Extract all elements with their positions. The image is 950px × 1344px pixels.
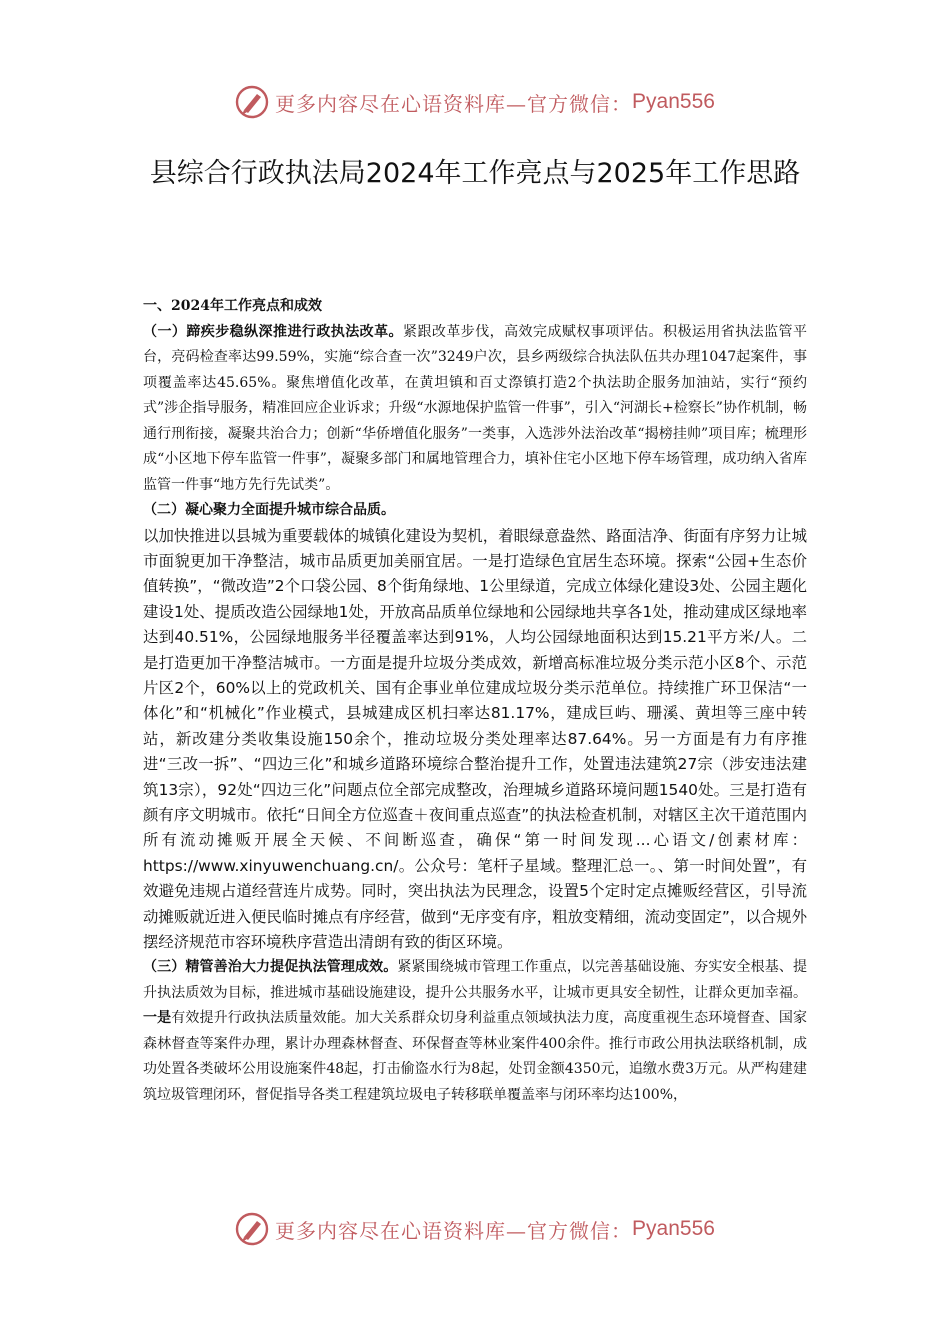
paragraph-3	[143, 955, 807, 1108]
watermark-text: 更多内容尽在心语资料库—官方微信：	[275, 1218, 633, 1243]
watermark-wechat-id: Pyan556	[632, 90, 715, 113]
header-watermark-banner	[0, 85, 950, 119]
watermark-text: 更多内容尽在心语资料库—官方微信：	[275, 91, 633, 116]
document-title: 县综合行政执法局2024年工作亮点与2025年工作思路	[149, 158, 801, 189]
paragraph-1	[143, 320, 807, 499]
footer-watermark-banner	[0, 1212, 950, 1246]
paragraph-3-body-b: 有效提升行政执法质量效能。加大关系群众切身利益重点领域执法力度，高度重视生态环境督查、国家森林督查等案件办理，累计办理森林督查、环保督查等林业案件400余件。推行市政公用执法联络机制，成功处置各类破坏公用设施案件48起，打击偷盗水行为8起，处罚金额4350元，追缴水费3万元。从严构建建筑垃圾管理闭环，督促指导各类工程建筑垃圾电子转移联单覆盖率与闭环率均达100%，	[143, 1010, 808, 1103]
paragraph-3-body-a: 紧紧围绕城市管理工作重点，以完善基础设施、夯实安全根基、提升执法质效为目标，推进城市基础设施建设，提升公共服务水平，让城市更具安全韧性，让群众更加幸福。	[143, 959, 808, 1001]
paragraph-3-lead: （三）精管善治大力提促执法管理成效。	[143, 959, 398, 976]
paragraph-1-body: 紧跟改革步伐，高效完成赋权事项评估。积极运用省执法监管平台，亮码检查率达99.59%，实施“综合查一次”3249户次，县乡两级综合执法队伍共办理1047起案件，事项覆盖率达45.65%。聚焦增值化改革，在黄坦镇和百丈漈镇打造2个执法助企服务加油站，实行“预约式”涉企指导服务，精准回应企业诉求；升级“水源地保护监管一件事”，引入“河湖长+检察长”协作机制，畅通行刑衔接，凝聚共治合力；创新“华侨增值化服务”一类事，入选涉外法治改革“揭榜挂帅”项目库；梳理形成“小区地下停车监管一件事”，凝聚多部门和属地管理合力，填补住宅小区地下停车场管理，成功纳入省库监管一件事“地方先行先试类”。	[143, 323, 807, 493]
pen-logo-icon	[235, 1212, 269, 1246]
paragraph-3-bold: 一是	[143, 1010, 172, 1027]
section-heading: 一、2024年工作亮点和成效	[143, 298, 322, 314]
paragraph-1-lead: （一）蹄疾步稳纵深推进行政执法改革。	[143, 323, 403, 340]
paragraph-2-heading: （二）凝心聚力全面提升城市综合品质。	[143, 502, 395, 518]
document-body	[143, 294, 807, 1108]
paragraph-2-body: 以加快推进以县城为重要载体的城镇化建设为契机，着眼绿意盎然、路面洁净、街面有序努力让城市面貌更加干净整洁，城市品质更加美丽宜居。一是打造绿色宜居生态环境。探索“公园+生态价值转换”，“微改造”2个口袋公园、8个街角绿地、1公里绿道，完成立体绿化建设3处、公园主题化建设1处、提质改造公园绿地1处，开放高品质单位绿地和公园绿地共享各1处，推动建成区绿地率达到40.51%，公园绿地服务半径覆盖率达到91%，人均公园绿地面积达到15.21平方米/人。二是打造更加干净整洁城市。一方面是提升垃圾分类成效，新增高标准垃圾分类示范小区8个、示范片区2个，60%以上的党政机关、国有企事业单位建成垃圾分类示范单位。持续推广环卫保洁“一体化”和“机械化”作业模式，县城建成区机扫率达81.17%，建成巨屿、珊溪、黄坦等三座中转站，新改建分类收集设施150余个，推动垃圾分类处理率达87.64%。另一方面是有力有序推进“三改一拆”、“四边三化”和城乡道路环境综合整治提升工作，处置违法建筑27宗（涉安违法建筑13宗），92处“四边三化”问题点位全部完成整改，治理城乡道路环境问题1540处。三是打造有颜有序文明城市。依托“日间全方位巡查＋夜间重点巡查”的执法检查机制，对辖区主次干道范围内所有流动摊贩开展全天候、不间断巡查，确保“第一时间发现...心语文/创素材库：https://www.xinyuwenchuang.cn/。公众号：笔杆子星域。整理汇总一。、第一时间处置”，有效避免违规占道经营连片成势。同时，突出执法为民理念，设置5个定时定点摊贩经营区，引导流动摊贩就近进入便民临时摊点有序经营，做到“无序变有序，粗放变精细，流动变固定”，以合规外摆经济规范市容环境秩序营造出清朗有致的街区环境。	[143, 526, 807, 951]
pen-logo-icon	[235, 85, 269, 119]
watermark-wechat-id: Pyan556	[632, 1217, 715, 1240]
